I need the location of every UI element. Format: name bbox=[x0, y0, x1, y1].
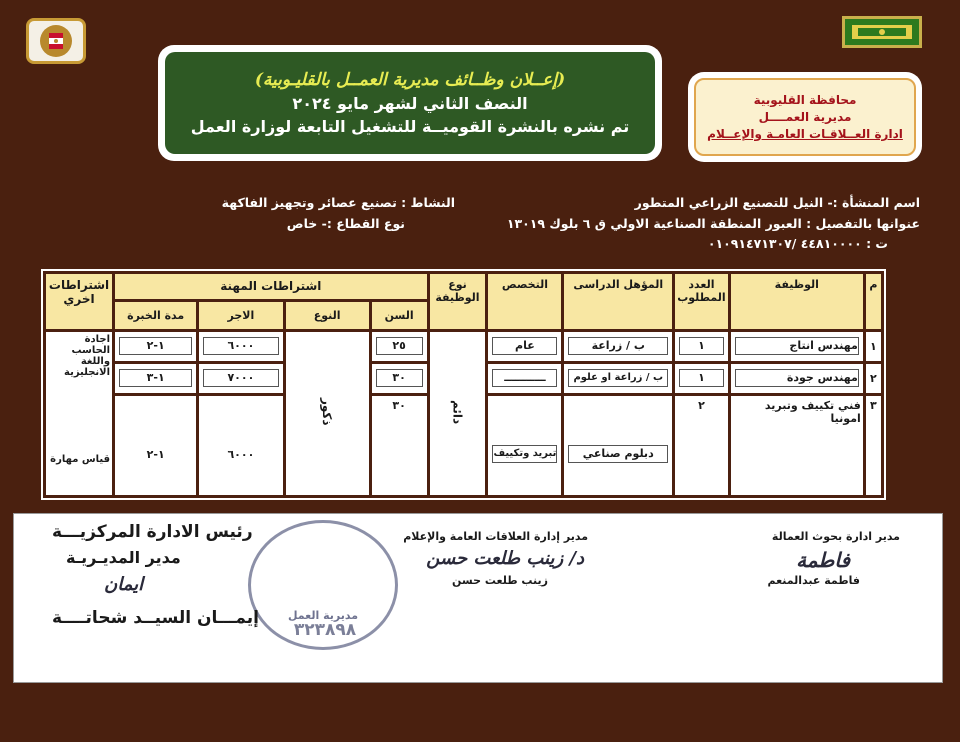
row-age bbox=[372, 364, 427, 393]
gender-value: ذكور bbox=[320, 398, 335, 426]
row-salary-value: ٦٠٠٠ bbox=[227, 447, 255, 461]
sig3-title: رئيس الادارة المركزيـــة bbox=[52, 522, 253, 542]
row-salary bbox=[199, 396, 282, 495]
sig3-subtitle: مدير المديـريـة bbox=[66, 548, 181, 567]
skill-test: قياس مهارة bbox=[50, 453, 111, 465]
header-job bbox=[731, 274, 863, 329]
sig3-name: إيمـــان السيــد شحاتــــة bbox=[52, 608, 259, 628]
row-qualification bbox=[564, 332, 672, 361]
row-specialization bbox=[488, 332, 561, 361]
row-experience-value: ١-٣ bbox=[119, 369, 192, 387]
header-qualification: المؤهل الدراسى bbox=[564, 274, 672, 329]
row-count: ٢ bbox=[675, 396, 728, 495]
row-specialization-value: ـــــــــــ bbox=[492, 369, 557, 387]
row-specialization-value: عام bbox=[492, 337, 557, 355]
establishment-address: عنوانها بالتفصيل : العبور المنطقة الصناعية الاولي ق ٦ بلوك ١٣٠١٩ bbox=[506, 216, 920, 231]
sig2-name: زينب طلعت حسن bbox=[452, 574, 548, 587]
header-job-label: الوظيفة bbox=[774, 278, 819, 291]
directorate-name: مديرية العمــــل bbox=[758, 110, 852, 124]
sig1-name: فاطمة عبدالمنعم bbox=[767, 574, 860, 587]
egypt-emblem-logo bbox=[26, 18, 86, 64]
row-age-value: ٢٥ bbox=[376, 337, 423, 355]
header-other-line1: اشتراطات bbox=[48, 278, 110, 292]
row-job bbox=[731, 332, 863, 361]
row-count-value: ١ bbox=[679, 369, 724, 387]
header-count-line2: المطلوب bbox=[677, 291, 726, 304]
row-count bbox=[675, 364, 728, 393]
announcement-period: النصف الثاني لشهر مايو ٢٠٢٤ bbox=[292, 94, 528, 113]
header-gender: النوع bbox=[286, 302, 369, 329]
row-num: ١ bbox=[866, 332, 881, 361]
row-job-type bbox=[430, 332, 486, 495]
other-req-line: اجادة bbox=[84, 333, 111, 345]
header-count bbox=[675, 274, 728, 329]
row-job bbox=[731, 364, 863, 393]
row-gender bbox=[286, 332, 369, 495]
header-experience: مدة الخبرة bbox=[115, 302, 196, 329]
row-qualification-value: ب / زراعة او علوم bbox=[568, 369, 668, 387]
governorate-box bbox=[688, 72, 922, 162]
row-age-value: ٣٠ bbox=[376, 369, 423, 387]
row-qualification bbox=[564, 396, 672, 495]
establishment-sector: نوع القطاع :- خاص bbox=[286, 216, 405, 231]
row-num: ٢ bbox=[866, 364, 881, 393]
header-other-line2: اخري bbox=[63, 292, 95, 306]
announcement-title-box bbox=[158, 45, 662, 161]
row-qualification-value: دبلوم صناعي bbox=[568, 445, 668, 463]
header-job-type-line2: الوظيفة bbox=[435, 291, 480, 304]
other-req-line: الحاسب bbox=[71, 344, 111, 356]
row-specialization bbox=[488, 364, 561, 393]
row-experience-value: ١-٢ bbox=[146, 447, 165, 461]
row-age bbox=[372, 332, 427, 361]
table-row bbox=[46, 332, 881, 361]
header-other bbox=[46, 274, 112, 329]
row-specialization bbox=[488, 396, 561, 495]
header-requirements: اشتراطات المهنة bbox=[115, 274, 427, 299]
header-age: السن bbox=[372, 302, 427, 329]
department-name: ادارة العــلاقـات العامـة والإعــلام bbox=[707, 127, 903, 141]
stamp-text: مديرية العمل bbox=[287, 608, 359, 622]
other-requirements-cell bbox=[46, 332, 112, 495]
sig1-signature: فاطمة bbox=[796, 548, 850, 572]
other-req-line: واللغة bbox=[80, 355, 111, 367]
governorate-name: محافظة القليوبية bbox=[753, 93, 857, 107]
header-specialization: التخصص bbox=[488, 274, 561, 329]
row-job: فني تكييف وتبريد امونيا bbox=[731, 396, 863, 495]
announcement-title: (إعــلان وظــائف مديرية العمــل بالقليـوبية) bbox=[254, 70, 566, 90]
row-salary bbox=[199, 364, 282, 393]
row-experience bbox=[115, 396, 196, 495]
row-salary-value: ٦٠٠٠ bbox=[203, 337, 278, 355]
row-qualification bbox=[564, 364, 672, 393]
row-count bbox=[675, 332, 728, 361]
announcement-source: تم نشره بالنشرة القوميــة للتشغيل التابعة لوزارة العمل bbox=[190, 117, 630, 136]
establishment-name: اسم المنشأة :- النيل للتصنيع الزراعي المتطور bbox=[634, 195, 920, 210]
row-salary-value: ٧٠٠٠ bbox=[203, 369, 278, 387]
header-num: م bbox=[866, 274, 881, 329]
sig2-signature: د/ زينب طلعت حسن bbox=[426, 548, 584, 569]
stamp-number: ٣٢٣٨٩٨ bbox=[293, 620, 357, 640]
other-req-line: الانجليزية bbox=[64, 366, 111, 378]
row-job-value: مهندس انتاج bbox=[735, 337, 859, 355]
row-specialization-value: تبريد وتكييف bbox=[492, 445, 557, 463]
job-type-value: دائم bbox=[450, 399, 465, 424]
row-qualification-value: ب / زراعة bbox=[568, 337, 668, 355]
sig3-signature: ايمان bbox=[104, 574, 144, 595]
row-num: ٣ bbox=[866, 396, 881, 495]
header-count-line1: العدد bbox=[688, 278, 715, 291]
header-job-type-line1: نوع bbox=[448, 278, 467, 291]
row-experience bbox=[115, 364, 196, 393]
establishment-activity: النشاط : تصنيع عصائر وتجهيز الفاكهة bbox=[221, 195, 455, 210]
establishment-phone: ت : ٤٤٨١٠٠٠٠ /٠١٠٩١٤٧١٣٠٧ bbox=[707, 236, 888, 251]
row-job-value: مهندس جودة bbox=[735, 369, 859, 387]
row-age: ٣٠ bbox=[372, 396, 427, 495]
row-salary bbox=[199, 332, 282, 361]
sig2-title: مدير إدارة العلاقات العامة والإعلام bbox=[403, 530, 588, 543]
ministry-logo bbox=[842, 16, 922, 48]
jobs-table bbox=[43, 271, 884, 498]
row-experience-value: ١-٢ bbox=[119, 337, 192, 355]
header-job-type bbox=[430, 274, 486, 329]
jobs-table-panel bbox=[41, 269, 886, 500]
sig1-title: مدير ادارة بحوث العمالة bbox=[771, 530, 900, 543]
row-experience bbox=[115, 332, 196, 361]
header-salary: الاجر bbox=[199, 302, 282, 329]
row-count-value: ١ bbox=[679, 337, 724, 355]
